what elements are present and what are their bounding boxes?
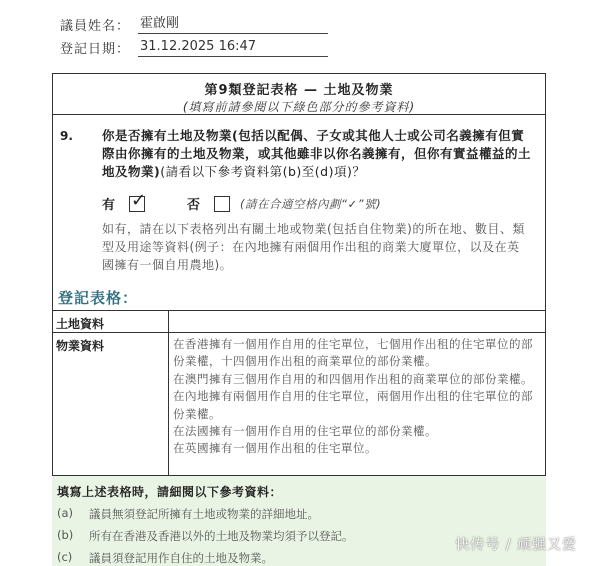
no-label: 否 [187, 198, 201, 213]
answer-row [102, 189, 382, 213]
note-letter: (c) [57, 550, 73, 564]
note-text: 議員須登記用作自住的土地及物業。 [89, 551, 273, 565]
register-heading: 登記表格： [58, 289, 139, 307]
no-checkbox[interactable] [214, 196, 230, 212]
register-table [52, 310, 546, 493]
check-icon: ✓ [131, 189, 147, 211]
form-subtitle: (填寫前請參閱以下綠色部分的參考資料) [182, 100, 416, 114]
property-line: 在澳門擁有三個用作自用的和四個用作出租的商業單位的部份業權。 [173, 371, 533, 386]
register-date-value: 31.12.2025 16:47 [138, 39, 328, 57]
note-text: 議員無須登記所擁有土地或物業的詳細地址。 [89, 507, 319, 521]
property-value [169, 333, 546, 492]
property-line: 在內地擁有兩個用作自用的住宅單位，兩個用作出租的住宅單位的部份業權。 [173, 389, 533, 421]
note-item [52, 506, 546, 522]
explanation-text: 如有，請在以下表格列出有關土地或物業(包括自住物業)的所在地、數目、類型及用途等資料(例子：在內地擁有兩個用作出租的商業大廈單位，以及在英國擁有一個自用農地)。 [102, 222, 525, 272]
note-letter: (a) [57, 506, 74, 520]
question-main: 你是否擁有土地及物業(包括以配偶、子女或其他人士或公司名義擁有但實際由你擁有的土地及物業，或其他雖非以你名義擁有，但你有實益權益的土地及物業) [102, 128, 532, 179]
land-row [52, 311, 546, 333]
notes-title: 填寫上述表格時，請細閱以下參考資料： [57, 485, 283, 499]
registration-form [52, 73, 546, 565]
member-name-label: 議員姓名： [60, 19, 131, 34]
question-text [102, 127, 536, 181]
watermark: 快传号 / 顽强又爱 [455, 537, 577, 553]
property-row [52, 333, 546, 493]
land-value [169, 311, 546, 332]
property-line: 在英國擁有一個用作出租的住宅單位。 [173, 441, 377, 456]
form-title-band [53, 74, 545, 115]
register-date-label: 登記日期： [60, 42, 131, 57]
form-title: 第9類登記表格 — 土地及物業 [204, 83, 394, 98]
land-label: 土地資料 [52, 311, 169, 332]
property-label: 物業資料 [52, 333, 169, 492]
note-letter: (b) [57, 528, 74, 542]
header-member-row [60, 12, 328, 34]
question-ref: (請看以下參考資料第(b)至(d)項)？ [160, 164, 366, 179]
property-line: 在香港擁有一個用作自用的住宅單位，七個用作出租的住宅單位的部份業權，十四個用作出租的商業單位的部份業權。 [173, 337, 533, 369]
header-date-row [60, 38, 328, 57]
member-name-value: 霍啟剛 [138, 12, 328, 34]
checkbox-hint: (請在合適空格內劃“✓”號) [240, 196, 382, 211]
question-number: 9. [60, 129, 73, 143]
yes-checkbox[interactable] [129, 189, 147, 212]
note-text: 所有在香港及香港以外的土地及物業均須予以登記。 [89, 529, 354, 543]
yes-label: 有 [102, 198, 116, 213]
property-line: 在法國擁有一個用作自用的住宅單位的部份業權。 [173, 424, 437, 439]
